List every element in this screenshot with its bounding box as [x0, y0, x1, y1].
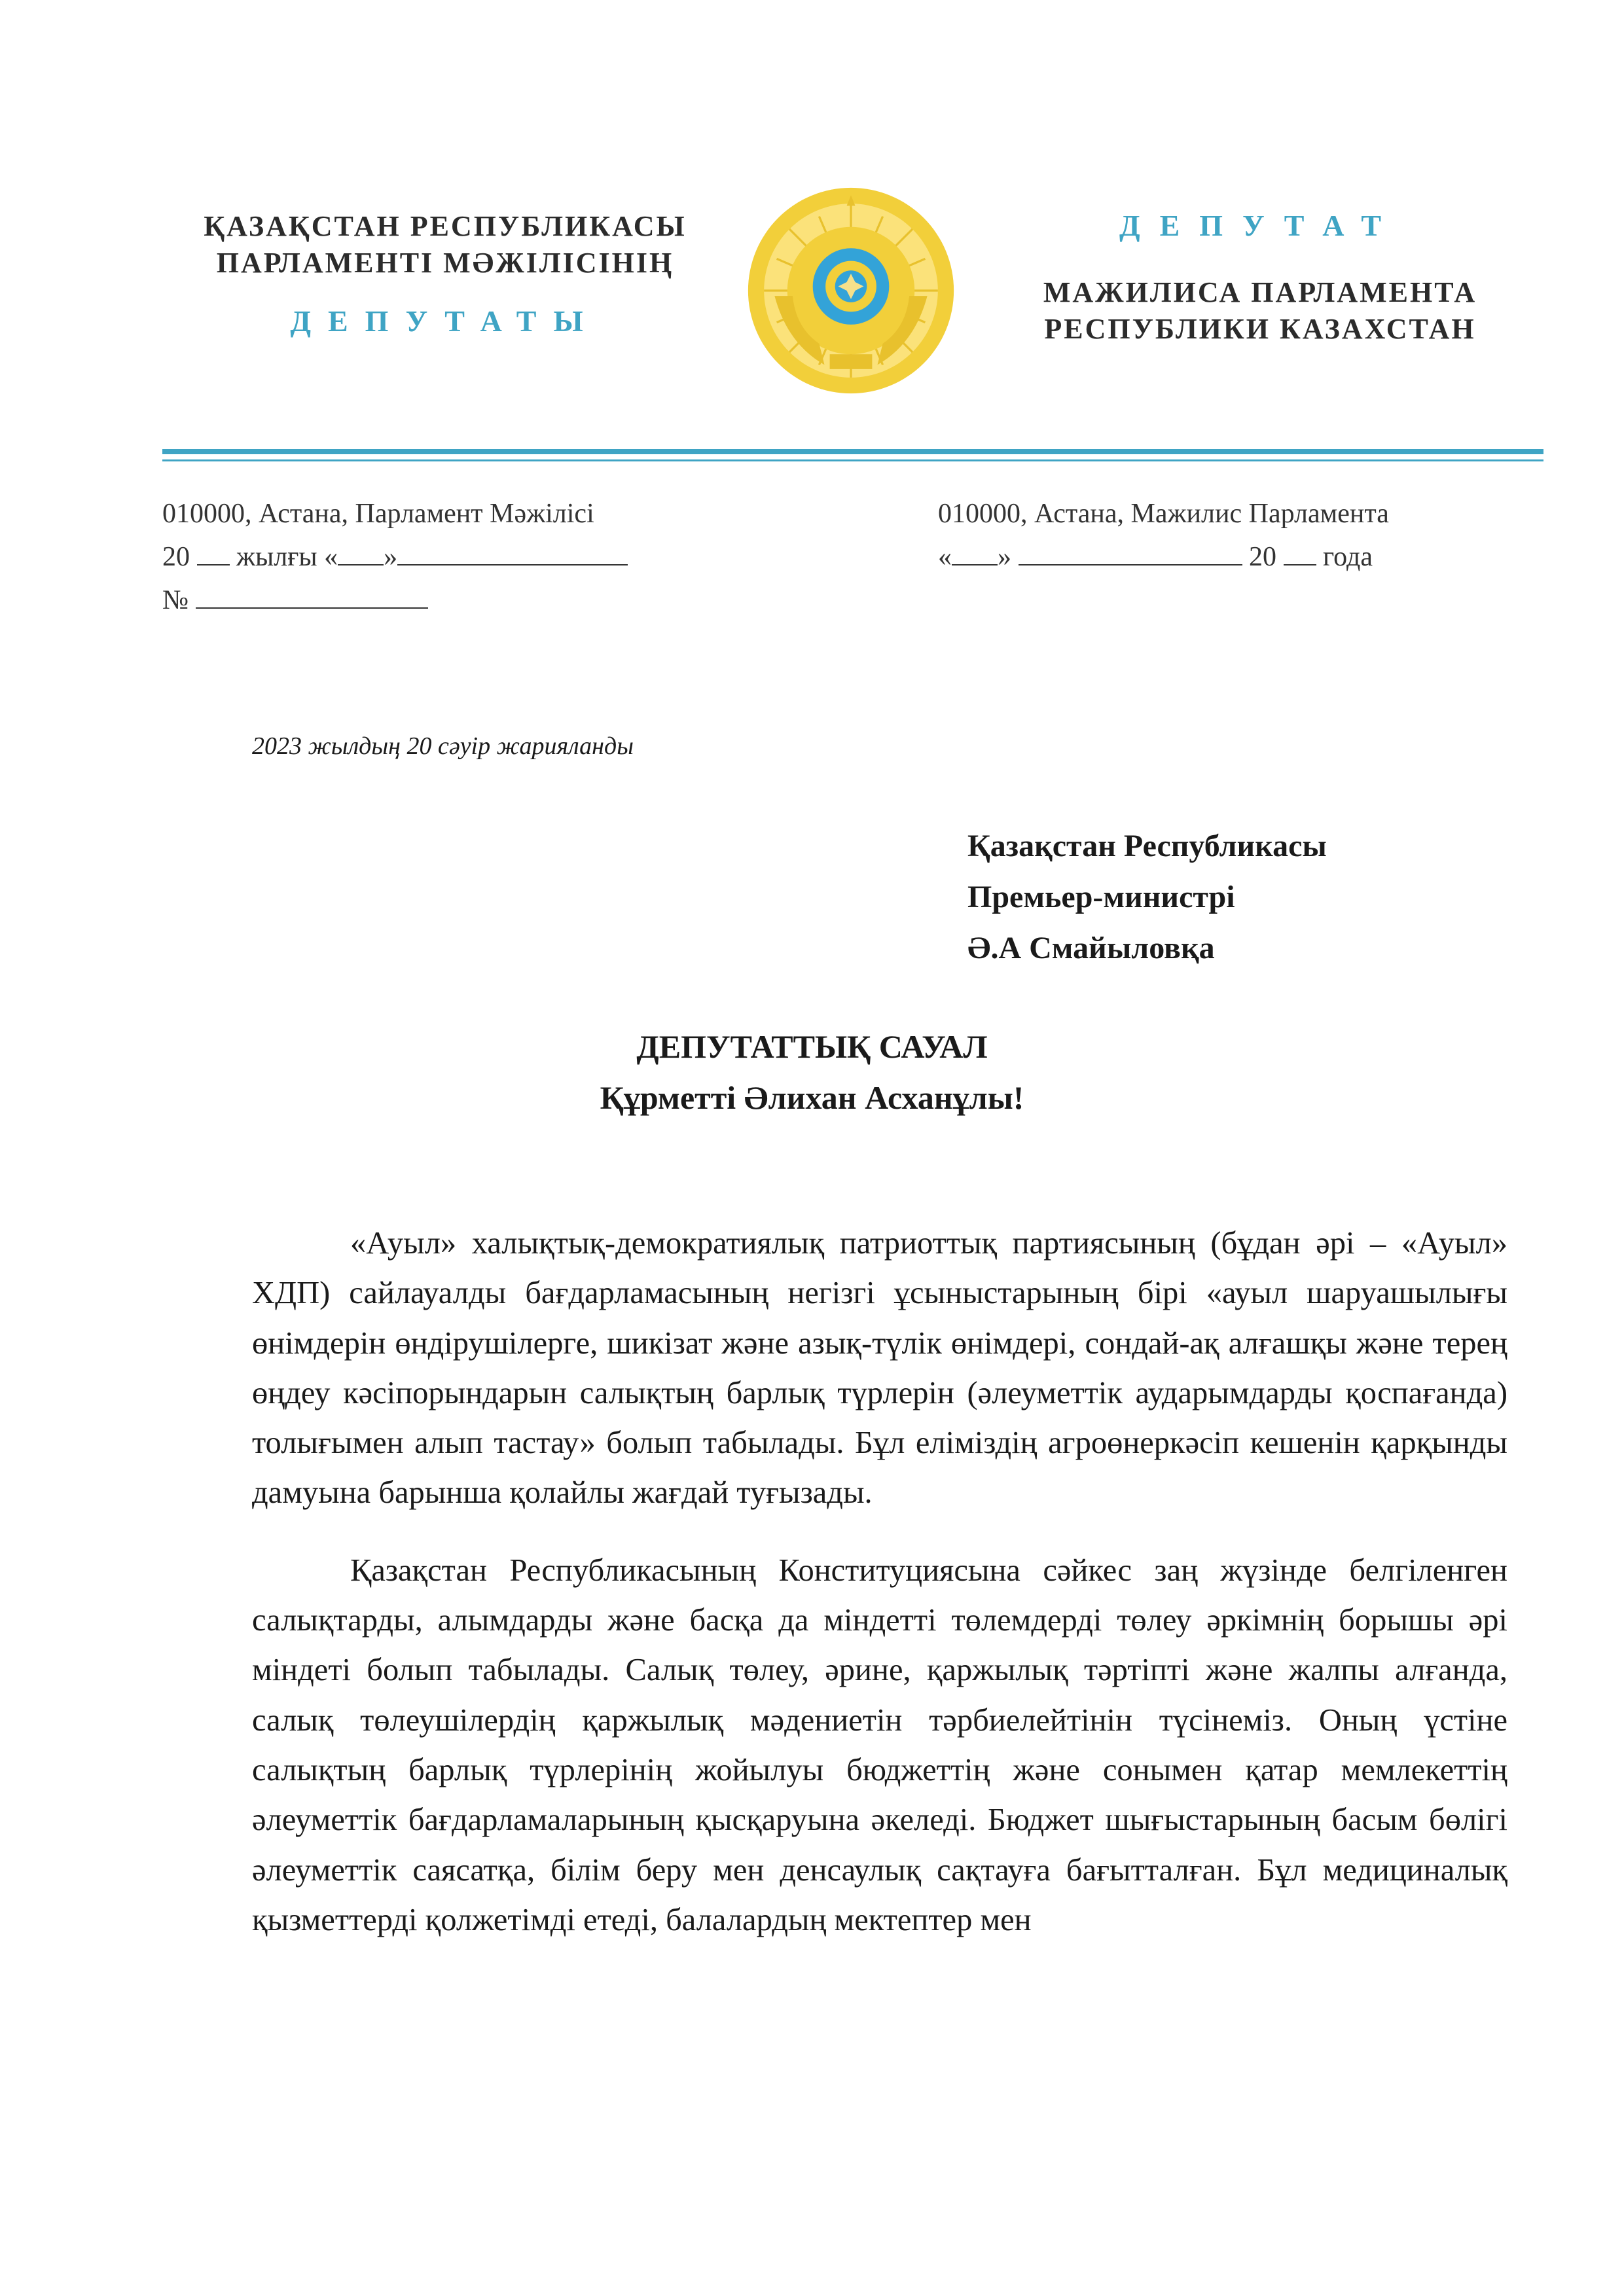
date-day-blank	[952, 543, 998, 565]
header-left-line1: ҚАЗАҚСТАН РЕСПУБЛИКАСЫ	[204, 210, 687, 242]
recipient-block	[967, 821, 1327, 974]
date-year-blank	[1284, 543, 1316, 565]
recipient-line3: Ә.А Смайыловқа	[967, 931, 1215, 965]
recipient-line2: Премьер-министрі	[967, 880, 1235, 914]
date-open: «	[938, 542, 952, 572]
document-body	[252, 1219, 1507, 1973]
publication-note: 2023 жылдың 20 сәуір жарияланды	[252, 732, 634, 760]
title-line1: ДЕПУТАТТЫҚ САУАЛ	[636, 1028, 988, 1065]
header-right-line1: МАЖИЛИСА ПАРЛАМЕНТА	[1043, 276, 1477, 308]
body-paragraph-1: «Ауыл» халықтық-демократиялық патриоттық партиясының (бұдан әрі – «Ауыл» ХДП) сайлауалды бағдарламасының негізгі ұсыныстарының бірі «ауыл шаруашылығы өнімдерін өндірушілерге, шикізат және азық-түлік өнімдері, сондай-ақ алғашқы және терең өңдеу кәсіпорындарын салықтың барлық түрлерін (әлеуметтік аударымдарды қоспағанда) толығымен алып тастау» болып табылады. Бұл еліміздің агроөнеркәсіп кешенін қарқынды дамуына барынша қолайлы жағдай туғызады.	[252, 1226, 1507, 1511]
state-emblem-icon	[745, 185, 957, 397]
address-left-number	[162, 579, 628, 622]
header-right-block	[1018, 208, 1502, 348]
number-blank	[196, 586, 428, 609]
date-close: »	[998, 542, 1011, 572]
title-salutation: Құрметті Әлихан Асханұлы!	[600, 1079, 1024, 1116]
header-divider-thin	[162, 459, 1543, 461]
header-divider-thick	[162, 449, 1543, 454]
address-right-line: 010000, Астана, Мажилис Парламента	[938, 499, 1389, 529]
date-year-blank	[197, 543, 230, 565]
date-prefix: 20	[1249, 542, 1276, 572]
date-month-blank	[397, 543, 628, 565]
header-left-block	[196, 208, 694, 338]
document-title	[0, 1021, 1624, 1123]
header-right-deputy-title: ДЕПУТАТ	[1119, 209, 1401, 242]
date-day-blank	[338, 543, 384, 565]
address-left-line: 010000, Астана, Парламент Мәжілісі	[162, 499, 594, 529]
body-paragraph-2: Қазақстан Республикасының Конституциясына сәйкес заң жүзінде белгіленген салықтарды, алымдарды және басқа да міндетті төлемдерді төлеу әркімнің борышы әрі міндеті болып табылады. Салық төлеу, әрине, қаржылық тәртіпті және жалпы алғанда, салық төлеушілердің қаржылық мәдениетін тәрбиелейтінін түсінеміз. Оның үстіне салықтың барлық түрлерінің жойылуы бюджеттің және сонымен қатар мемлекеттің әлеуметтік бағдарламаларының қысқаруына әкеледі. Бюджет шығыстарының басым бөлігі әлеуметтік саясатқа, білім беру мен денсаулық сақтауға бағытталған. Бұл медициналық қызметтерді қолжетімді етеді, балалардың мектептер мен	[252, 1552, 1507, 1937]
date-close: »	[384, 542, 398, 572]
date-month-blank	[1019, 543, 1242, 565]
date-year-word: жылғы «	[236, 542, 338, 572]
address-left	[162, 492, 628, 622]
address-right-date	[938, 535, 1389, 579]
date-prefix: 20	[162, 542, 190, 572]
number-sign: №	[162, 585, 189, 615]
header-left-line2: ПАРЛАМЕНТІ МӘЖІЛІСІНІҢ	[216, 247, 674, 279]
address-right	[938, 492, 1389, 579]
recipient-line1: Қазақстан Республикасы	[967, 829, 1327, 863]
header-right-line2: РЕСПУБЛИКИ КАЗАХСТАН	[1044, 313, 1476, 345]
header-left-deputy-title: ДЕПУТАТЫ	[290, 304, 600, 338]
address-left-date	[162, 535, 628, 579]
date-year-word: года	[1323, 542, 1373, 572]
